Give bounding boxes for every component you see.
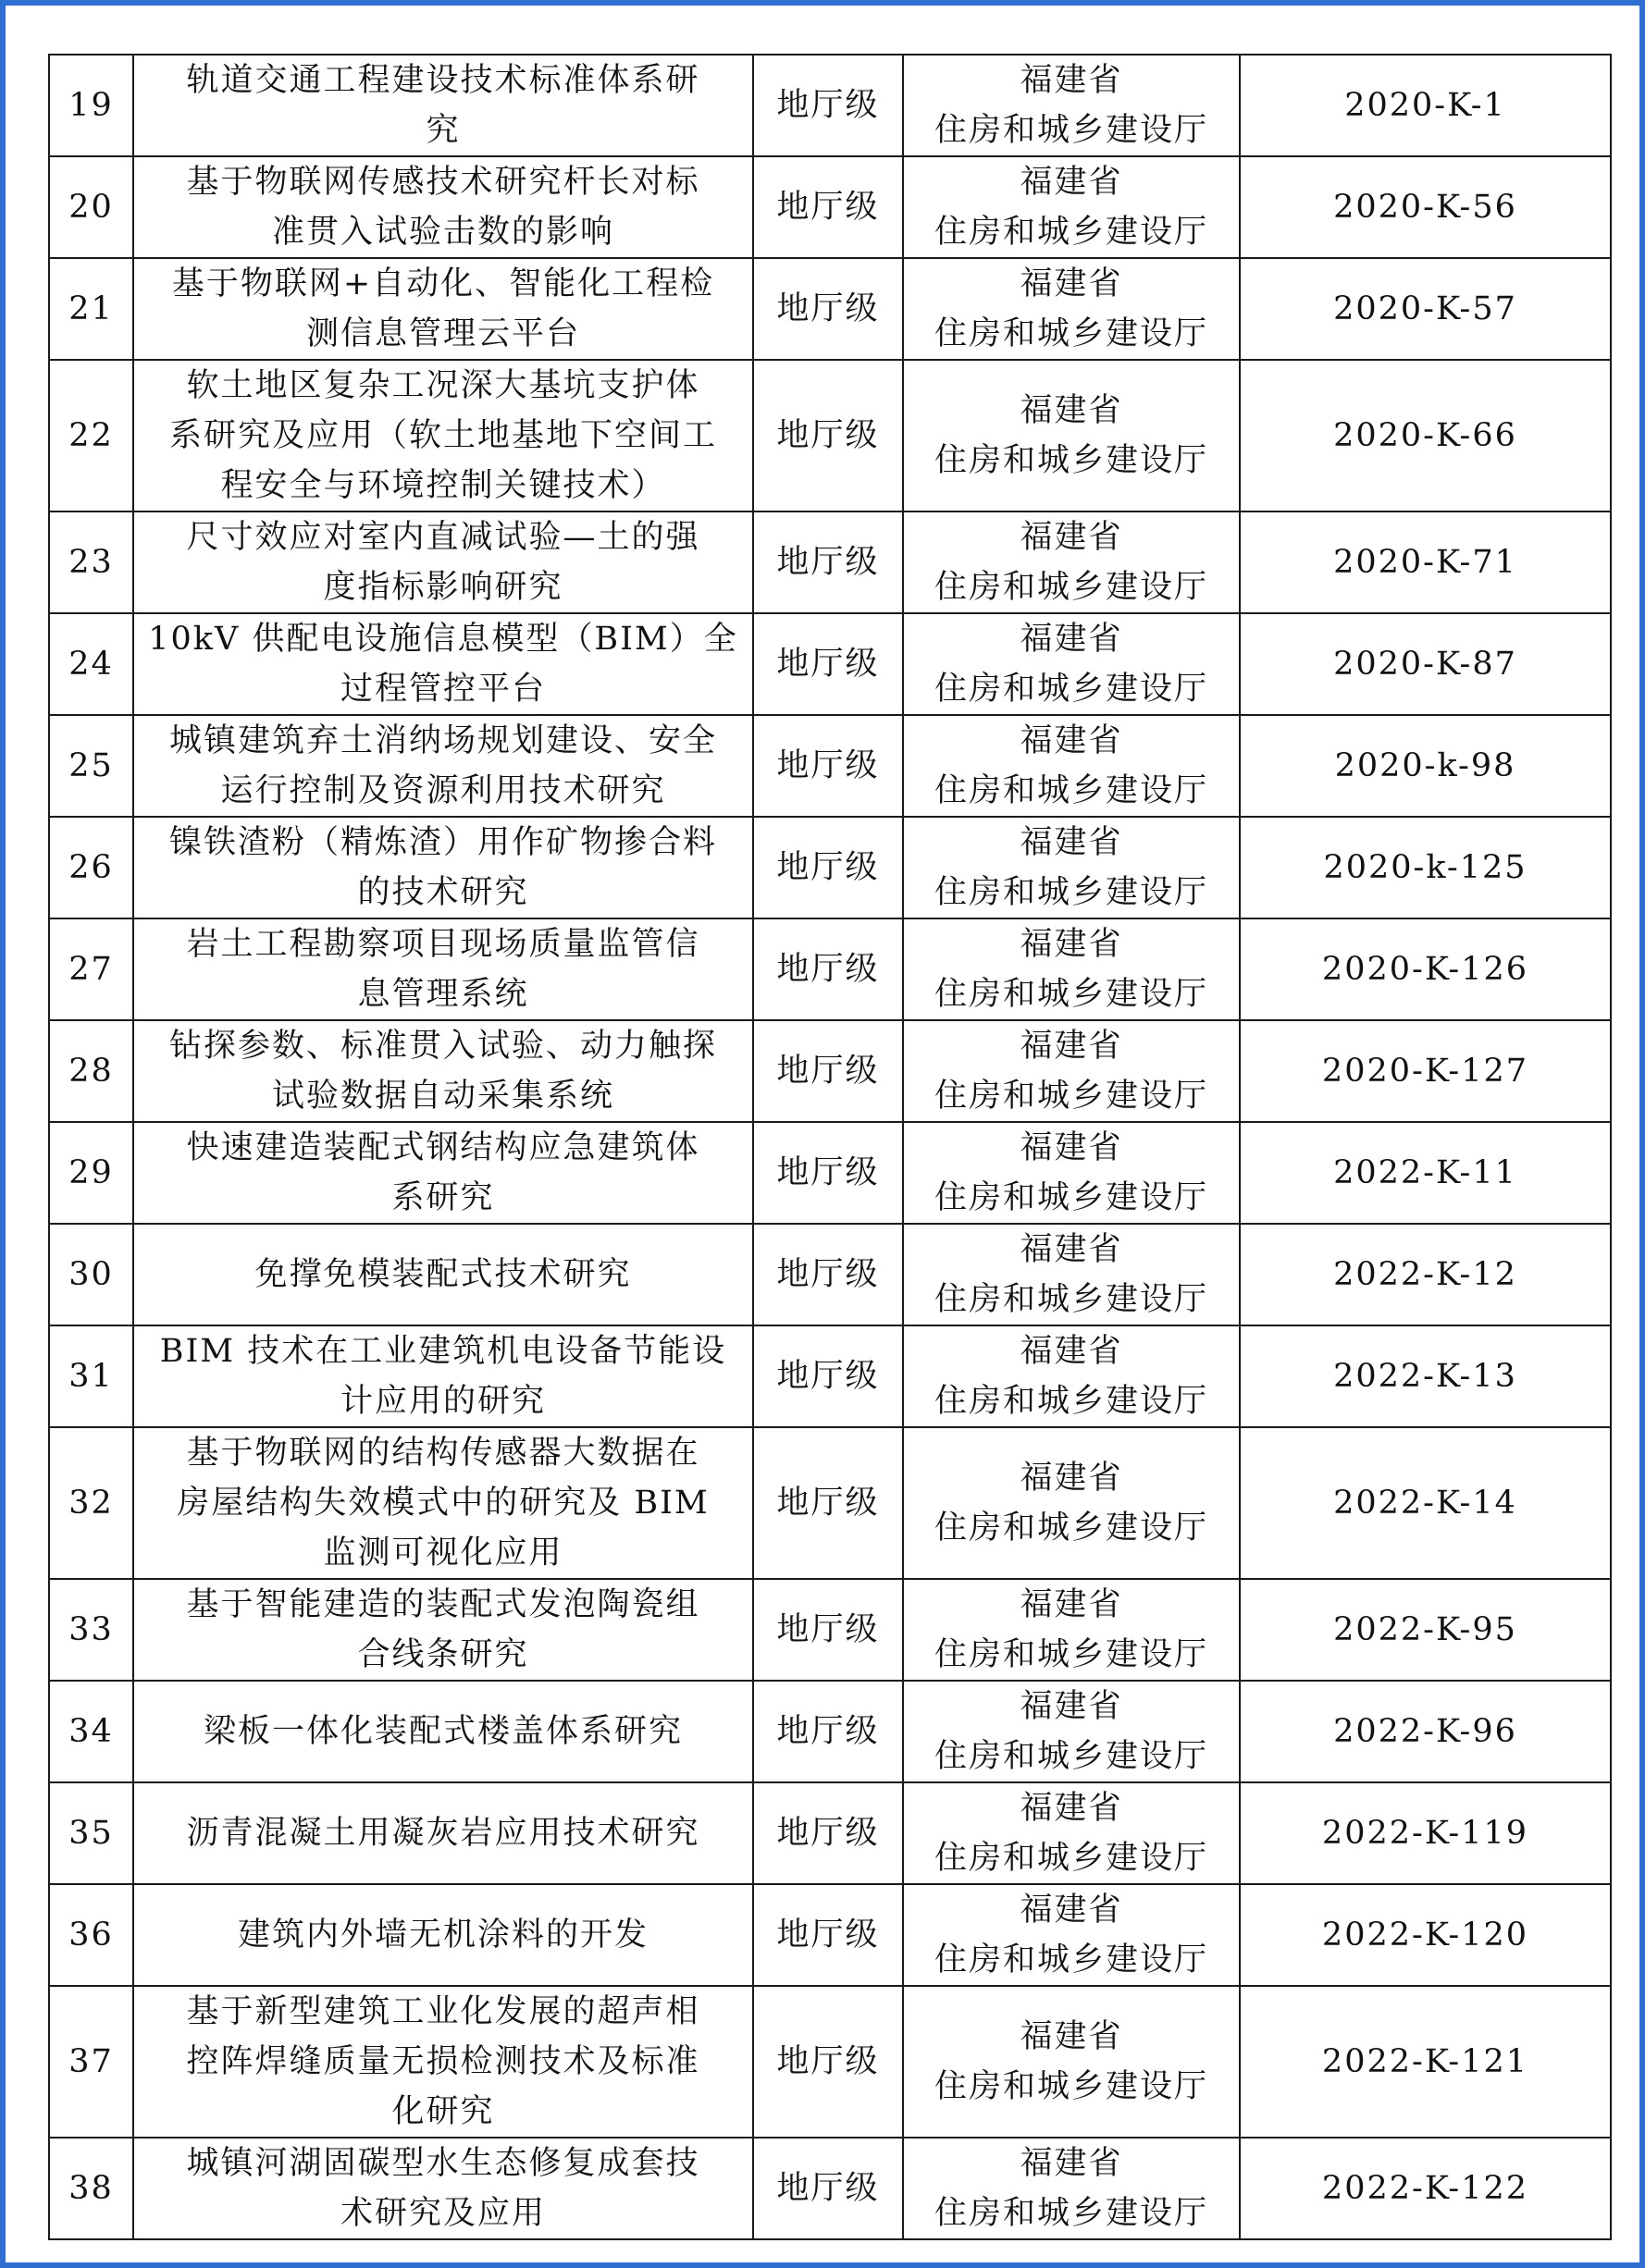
project-title xyxy=(133,1986,753,2138)
project-title-line: 基于物联网传感技术研究杆长对标 xyxy=(186,164,700,201)
project-code: 2020-K-87 xyxy=(1240,613,1611,715)
project-code: 2020-K-66 xyxy=(1240,360,1611,512)
row-number: 34 xyxy=(49,1681,133,1782)
project-title xyxy=(133,817,753,918)
project-title xyxy=(133,1122,753,1224)
project-title xyxy=(133,918,753,1020)
project-code: 2022-K-120 xyxy=(1240,1884,1611,1986)
project-level: 地厅级 xyxy=(753,613,903,715)
issuing-department xyxy=(903,1020,1240,1122)
project-title-line: 10kV 供配电设施信息模型（BIM）全 xyxy=(148,621,738,658)
row-number: 29 xyxy=(49,1122,133,1224)
project-code: 2022-K-13 xyxy=(1240,1325,1611,1427)
department-line: 住房和城乡建设厅 xyxy=(934,569,1208,606)
project-title-line: 尺寸效应对室内直减试验—土的强 xyxy=(186,519,700,556)
row-number: 19 xyxy=(49,55,133,156)
row-number: 30 xyxy=(49,1224,133,1325)
project-title-line: 控阵焊缝质量无损检测技术及标准 xyxy=(186,2043,700,2080)
table-row xyxy=(49,258,1611,360)
row-number: 25 xyxy=(49,715,133,817)
department-line: 住房和城乡建设厅 xyxy=(934,112,1208,149)
department-line: 福建省 xyxy=(1020,265,1123,302)
department-line: 住房和城乡建设厅 xyxy=(934,315,1208,352)
department-line: 福建省 xyxy=(1020,519,1123,556)
department-line: 住房和城乡建设厅 xyxy=(934,1941,1208,1978)
project-title-line: 的技术研究 xyxy=(357,874,529,911)
project-level: 地厅级 xyxy=(753,1986,903,2138)
project-title xyxy=(133,715,753,817)
issuing-department xyxy=(903,258,1240,360)
row-number: 23 xyxy=(49,512,133,613)
row-number: 37 xyxy=(49,1986,133,2138)
project-title xyxy=(133,1224,753,1325)
department-line: 福建省 xyxy=(1020,1892,1123,1929)
project-title xyxy=(133,1325,753,1427)
project-code: 2022-K-119 xyxy=(1240,1782,1611,1884)
project-code: 2022-K-11 xyxy=(1240,1122,1611,1224)
project-title-line: 基于新型建筑工业化发展的超声相 xyxy=(186,1993,700,2030)
table-row xyxy=(49,613,1611,715)
project-title-line: 城镇建筑弃土消纳场规划建设、安全 xyxy=(168,722,717,759)
row-number: 32 xyxy=(49,1427,133,1579)
department-line: 住房和城乡建设厅 xyxy=(934,772,1208,809)
department-line: 福建省 xyxy=(1020,62,1123,99)
department-line: 福建省 xyxy=(1020,392,1123,429)
table-row xyxy=(49,817,1611,918)
project-title-line: 计应用的研究 xyxy=(340,1383,546,1420)
issuing-department xyxy=(903,55,1240,156)
project-title-line: 建筑内外墙无机涂料的开发 xyxy=(237,1917,649,1954)
issuing-department xyxy=(903,360,1240,512)
issuing-department xyxy=(903,817,1240,918)
table-row xyxy=(49,1782,1611,1884)
row-number: 33 xyxy=(49,1579,133,1681)
table-row xyxy=(49,1427,1611,1579)
department-line: 住房和城乡建设厅 xyxy=(934,1840,1208,1877)
project-title-line: 基于物联网+自动化、智能化工程检 xyxy=(171,265,715,302)
project-title xyxy=(133,1681,753,1782)
department-line: 福建省 xyxy=(1020,1231,1123,1268)
issuing-department xyxy=(903,1224,1240,1325)
project-title-line: 基于智能建造的装配式发泡陶瓷组 xyxy=(186,1586,700,1623)
project-level: 地厅级 xyxy=(753,55,903,156)
row-number: 38 xyxy=(49,2138,133,2239)
project-title-line: 息管理系统 xyxy=(357,976,529,1013)
department-line: 住房和城乡建设厅 xyxy=(934,1078,1208,1115)
row-number: 24 xyxy=(49,613,133,715)
project-title xyxy=(133,156,753,258)
project-code: 2020-K-71 xyxy=(1240,512,1611,613)
issuing-department xyxy=(903,1122,1240,1224)
table-row xyxy=(49,156,1611,258)
department-line: 福建省 xyxy=(1020,621,1123,658)
project-title-line: 系研究 xyxy=(391,1179,495,1216)
project-title xyxy=(133,360,753,512)
department-line: 福建省 xyxy=(1020,1688,1123,1725)
project-title-line: 城镇河湖固碳型水生态修复成套技 xyxy=(186,2145,700,2182)
department-line: 福建省 xyxy=(1020,1129,1123,1166)
project-code: 2020-k-98 xyxy=(1240,715,1611,817)
project-level: 地厅级 xyxy=(753,258,903,360)
project-title-line: 监测可视化应用 xyxy=(323,1535,563,1572)
project-title-line: 试验数据自动采集系统 xyxy=(271,1078,614,1115)
project-title-line: 基于物联网的结构传感器大数据在 xyxy=(186,1435,700,1472)
table-row xyxy=(49,1579,1611,1681)
department-line: 住房和城乡建设厅 xyxy=(934,671,1208,708)
project-level: 地厅级 xyxy=(753,715,903,817)
project-title-line: 镍铁渣粉（精炼渣）用作矿物掺合料 xyxy=(168,824,717,861)
department-line: 福建省 xyxy=(1020,164,1123,201)
department-line: 住房和城乡建设厅 xyxy=(934,442,1208,479)
project-title xyxy=(133,55,753,156)
department-line: 住房和城乡建设厅 xyxy=(934,976,1208,1013)
table-row xyxy=(49,1122,1611,1224)
project-level: 地厅级 xyxy=(753,817,903,918)
project-title-line: 测信息管理云平台 xyxy=(305,315,580,352)
department-line: 福建省 xyxy=(1020,1333,1123,1370)
issuing-department xyxy=(903,1681,1240,1782)
project-title-line: 沥青混凝土用凝灰岩应用技术研究 xyxy=(186,1815,700,1852)
row-number: 28 xyxy=(49,1020,133,1122)
project-code: 2020-K-56 xyxy=(1240,156,1611,258)
department-line: 福建省 xyxy=(1020,1028,1123,1065)
table-row xyxy=(49,1020,1611,1122)
project-title-line: 化研究 xyxy=(391,2093,495,2130)
project-title-line: 合线条研究 xyxy=(357,1636,529,1673)
table-row xyxy=(49,1681,1611,1782)
project-title-line: 快速建造装配式钢结构应急建筑体 xyxy=(186,1129,700,1166)
project-title-line: 术研究及应用 xyxy=(340,2195,546,2232)
department-line: 福建省 xyxy=(1020,1790,1123,1827)
table-body xyxy=(49,55,1611,2239)
project-code: 2022-K-95 xyxy=(1240,1579,1611,1681)
issuing-department xyxy=(903,1427,1240,1579)
table-row xyxy=(49,55,1611,156)
project-title-line: BIM 技术在工业建筑机电设备节能设 xyxy=(159,1333,727,1370)
project-level: 地厅级 xyxy=(753,1224,903,1325)
issuing-department xyxy=(903,1986,1240,2138)
department-line: 福建省 xyxy=(1020,722,1123,759)
project-code: 2022-K-14 xyxy=(1240,1427,1611,1579)
project-code: 2020-K-1 xyxy=(1240,55,1611,156)
issuing-department xyxy=(903,1579,1240,1681)
department-line: 住房和城乡建设厅 xyxy=(934,1281,1208,1318)
project-code: 2022-K-12 xyxy=(1240,1224,1611,1325)
issuing-department xyxy=(903,715,1240,817)
table-row xyxy=(49,715,1611,817)
row-number: 20 xyxy=(49,156,133,258)
table-row xyxy=(49,360,1611,512)
row-number: 36 xyxy=(49,1884,133,1986)
project-level: 地厅级 xyxy=(753,1325,903,1427)
project-title xyxy=(133,2138,753,2239)
project-level: 地厅级 xyxy=(753,1681,903,1782)
project-level: 地厅级 xyxy=(753,1020,903,1122)
department-line: 住房和城乡建设厅 xyxy=(934,214,1208,251)
department-line: 福建省 xyxy=(1020,1586,1123,1623)
department-line: 住房和城乡建设厅 xyxy=(934,1738,1208,1775)
project-title-line: 程安全与环境控制关键技术） xyxy=(220,467,666,504)
table-row xyxy=(49,2138,1611,2239)
project-level: 地厅级 xyxy=(753,918,903,1020)
row-number: 35 xyxy=(49,1782,133,1884)
department-line: 住房和城乡建设厅 xyxy=(934,2068,1208,2105)
row-number: 31 xyxy=(49,1325,133,1427)
project-level: 地厅级 xyxy=(753,2138,903,2239)
department-line: 住房和城乡建设厅 xyxy=(934,2195,1208,2232)
project-code: 2022-K-121 xyxy=(1240,1986,1611,2138)
table-row xyxy=(49,1224,1611,1325)
project-title-line: 究 xyxy=(426,112,461,149)
row-number: 22 xyxy=(49,360,133,512)
department-line: 住房和城乡建设厅 xyxy=(934,1383,1208,1420)
project-title xyxy=(133,1782,753,1884)
project-level: 地厅级 xyxy=(753,512,903,613)
department-line: 住房和城乡建设厅 xyxy=(934,1636,1208,1673)
project-level: 地厅级 xyxy=(753,1122,903,1224)
project-code: 2022-K-122 xyxy=(1240,2138,1611,2239)
project-level: 地厅级 xyxy=(753,1427,903,1579)
department-line: 住房和城乡建设厅 xyxy=(934,1510,1208,1547)
project-level: 地厅级 xyxy=(753,360,903,512)
department-line: 福建省 xyxy=(1020,926,1123,963)
project-title-line: 岩土工程勘察项目现场质量监管信 xyxy=(186,926,700,963)
department-line: 福建省 xyxy=(1020,2018,1123,2055)
department-line: 福建省 xyxy=(1020,1460,1123,1497)
project-title xyxy=(133,1020,753,1122)
row-number: 27 xyxy=(49,918,133,1020)
department-line: 住房和城乡建设厅 xyxy=(934,1179,1208,1216)
project-title xyxy=(133,258,753,360)
project-level: 地厅级 xyxy=(753,1579,903,1681)
issuing-department xyxy=(903,1325,1240,1427)
department-line: 福建省 xyxy=(1020,824,1123,861)
project-title-line: 度指标影响研究 xyxy=(323,569,563,606)
issuing-department xyxy=(903,2138,1240,2239)
project-level: 地厅级 xyxy=(753,156,903,258)
table-row xyxy=(49,918,1611,1020)
project-title-line: 免撑免模装配式技术研究 xyxy=(254,1256,632,1293)
project-table xyxy=(48,54,1612,2240)
table-row xyxy=(49,512,1611,613)
project-title-line: 轨道交通工程建设技术标准体系研 xyxy=(186,62,700,99)
project-code: 2020-K-126 xyxy=(1240,918,1611,1020)
issuing-department xyxy=(903,156,1240,258)
department-line: 住房和城乡建设厅 xyxy=(934,874,1208,911)
table-row xyxy=(49,1325,1611,1427)
row-number: 21 xyxy=(49,258,133,360)
project-title-line: 梁板一体化装配式楼盖体系研究 xyxy=(203,1713,683,1750)
row-number: 26 xyxy=(49,817,133,918)
project-title-line: 过程管控平台 xyxy=(340,671,546,708)
project-title-line: 软土地区复杂工况深大基坑支护体 xyxy=(186,367,700,404)
project-title-line: 准贯入试验击数的影响 xyxy=(271,214,614,251)
project-title-line: 房屋结构失效模式中的研究及 BIM xyxy=(177,1485,710,1522)
project-code: 2020-k-125 xyxy=(1240,817,1611,918)
issuing-department xyxy=(903,918,1240,1020)
project-title-line: 系研究及应用（软土地基地下空间工 xyxy=(168,417,717,454)
table-row xyxy=(49,1884,1611,1986)
department-line: 福建省 xyxy=(1020,2145,1123,2182)
issuing-department xyxy=(903,613,1240,715)
table-row xyxy=(49,1986,1611,2138)
issuing-department xyxy=(903,1782,1240,1884)
project-title-line: 钻探参数、标准贯入试验、动力触探 xyxy=(168,1028,717,1065)
project-code: 2020-K-127 xyxy=(1240,1020,1611,1122)
project-code: 2020-K-57 xyxy=(1240,258,1611,360)
project-title xyxy=(133,1579,753,1681)
issuing-department xyxy=(903,512,1240,613)
project-title xyxy=(133,613,753,715)
project-title-line: 运行控制及资源利用技术研究 xyxy=(220,772,666,809)
project-title xyxy=(133,1427,753,1579)
project-title xyxy=(133,1884,753,1986)
project-title xyxy=(133,512,753,613)
project-code: 2022-K-96 xyxy=(1240,1681,1611,1782)
project-level: 地厅级 xyxy=(753,1884,903,1986)
project-level: 地厅级 xyxy=(753,1782,903,1884)
issuing-department xyxy=(903,1884,1240,1986)
